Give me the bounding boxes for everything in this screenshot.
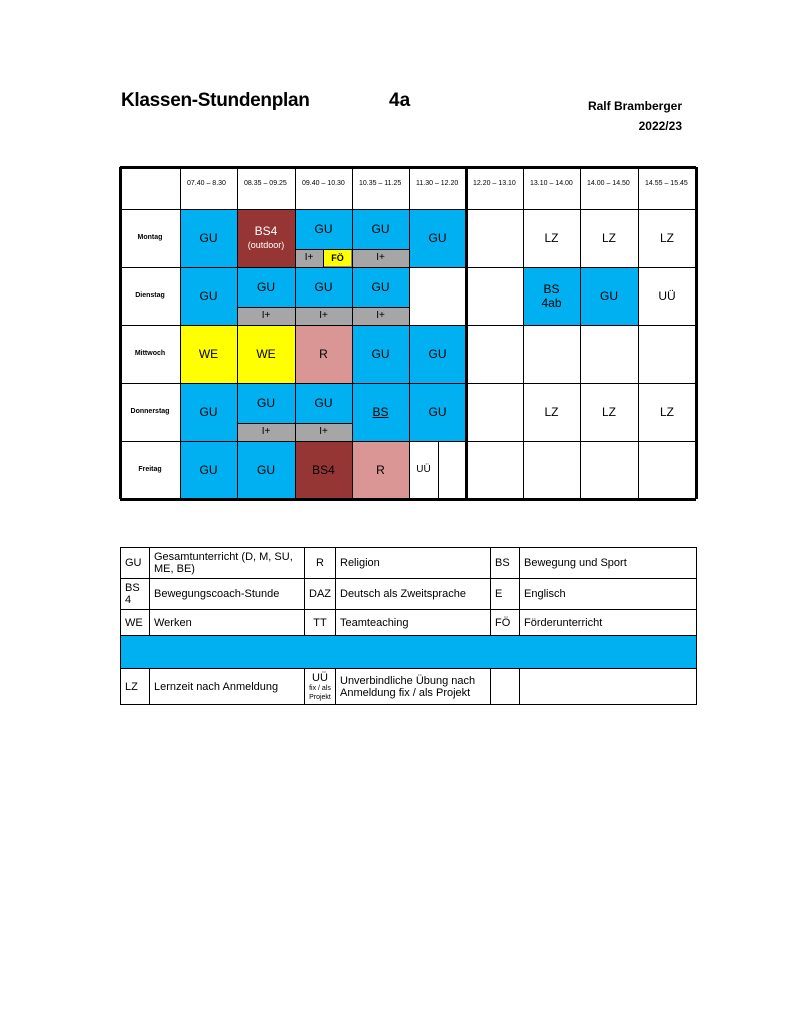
lesson-cell: GU [409, 383, 466, 441]
lesson-cell: UÜ [416, 464, 431, 475]
lesson-cell: LZ [544, 405, 559, 419]
time-3: 09.40 – 10.30 [302, 180, 345, 187]
lesson-cell: GU [295, 209, 352, 249]
lesson-cell: GU [580, 267, 638, 325]
grid-vline [409, 167, 410, 499]
lesson-split: FÖ [323, 249, 352, 267]
grid-vline [180, 167, 181, 499]
legend-key: WE [121, 610, 150, 636]
split-line [295, 307, 352, 308]
legend-desc [520, 669, 697, 705]
lesson-cell: LZ [601, 231, 616, 245]
legend-row [121, 669, 697, 705]
legend-desc: Lernzeit nach Anmeldung [150, 669, 305, 705]
time-1: 07.40 – 8.30 [187, 180, 226, 187]
legend-key: E [491, 579, 520, 610]
legend-key: UÜ [312, 671, 328, 684]
legend-desc: Deutsch als Zweitsprache [336, 579, 491, 610]
grid-hline [120, 383, 696, 384]
legend-row [121, 579, 697, 610]
day-montag: Montag [137, 234, 163, 241]
lesson-cell: GU [180, 209, 237, 267]
lesson-cell: GU [295, 383, 352, 423]
grid-vline [119, 167, 122, 499]
grid-vline [465, 167, 468, 499]
lesson-cell: GU [352, 325, 409, 383]
lesson-cell: LZ [659, 231, 674, 245]
legend-desc: Bewegungscoach-Stunde [150, 579, 305, 610]
lesson-cell: GU [409, 325, 466, 383]
lesson-cell: WE [237, 325, 295, 383]
lesson-cell: GU [352, 267, 409, 307]
lesson-cell: R [295, 325, 352, 383]
legend-desc: Religion [336, 548, 491, 579]
split-line [352, 249, 409, 250]
grid-vline [580, 167, 581, 499]
grid-vline [295, 167, 296, 499]
lesson-split: I+ [352, 307, 409, 325]
split-line [237, 307, 295, 308]
legend-key: GU [121, 548, 150, 579]
split-vline [323, 249, 324, 267]
day-freitag: Freitag [138, 466, 162, 473]
teacher-name: Ralf Bramberger [587, 99, 682, 113]
legend-key: BS [491, 548, 520, 579]
lesson-cell: UÜ [658, 289, 676, 303]
legend-key: TT [305, 610, 336, 636]
legend-key [491, 669, 520, 705]
class-name: 4a [389, 90, 411, 111]
lesson-cell: GU [180, 267, 237, 325]
legend-key: LZ [121, 669, 150, 705]
lesson-split: I+ [295, 307, 352, 325]
legend-desc: Teamteaching [336, 610, 491, 636]
lesson-label: BS4 [254, 224, 278, 238]
lesson-cell: GU [352, 209, 409, 249]
lesson-cell: LZ [544, 231, 559, 245]
lesson-cell: LZ [601, 405, 616, 419]
split-line [237, 423, 295, 424]
day-donnerstag: Donnerstag [130, 408, 170, 415]
lesson-cell: GU [237, 383, 295, 423]
legend-desc: Werken [150, 610, 305, 636]
lesson-cell: BS [352, 383, 409, 441]
legend-desc: Bewegung und Sport [520, 548, 697, 579]
time-8: 14.00 – 14.50 [587, 180, 630, 187]
legend-key-sub: fix / als Projekt [309, 684, 331, 701]
legend-key-uu [305, 669, 336, 705]
lesson-cell: GU [295, 267, 352, 307]
legend-key: FÖ [491, 610, 520, 636]
legend-color-row [121, 636, 697, 669]
legend-desc: Gesamtunterricht (D, M, SU, ME, BE) [150, 548, 305, 579]
lesson-cell: BS4 [295, 441, 352, 499]
legend-row [121, 548, 697, 579]
time-2: 08.35 – 09.25 [244, 180, 287, 187]
time-9: 14.55 – 15.45 [645, 180, 688, 187]
day-dienstag: Dienstag [135, 292, 165, 299]
grid-vline [695, 167, 698, 499]
split-line [352, 307, 409, 308]
lesson-cell [237, 209, 295, 267]
grid-hline [120, 267, 696, 268]
lesson-cell: WE [180, 325, 237, 383]
lesson-cell: GU [237, 441, 295, 499]
lesson-label: BS [543, 282, 560, 296]
grid-vline [523, 167, 524, 499]
split-line [295, 423, 352, 424]
page-title: Klassen-Stundenplan [121, 90, 310, 111]
split-vline [438, 441, 439, 499]
lesson-split: I+ [352, 249, 409, 267]
lesson-split: I+ [295, 249, 323, 267]
timetable [120, 167, 696, 499]
lesson-split: I+ [237, 307, 295, 325]
grid-hline [120, 498, 696, 501]
lesson-sublabel: (outdoor) [247, 240, 285, 250]
legend-table [120, 547, 697, 705]
time-4: 10.35 – 11.25 [359, 180, 402, 187]
grid-hline [120, 325, 696, 326]
grid-vline [638, 167, 639, 499]
lesson-split: I+ [237, 423, 295, 441]
time-7: 13.10 – 14.00 [530, 180, 573, 187]
lesson-sublabel: 4ab [541, 296, 562, 310]
legend-key: DAZ [305, 579, 336, 610]
grid-hline [120, 166, 696, 169]
grid-hline [120, 209, 696, 210]
legend-desc: Unverbindliche Übung nach Anmeldung fix / als Projekt [336, 669, 491, 705]
lesson-cell: LZ [659, 405, 674, 419]
legend-color-band [121, 636, 697, 669]
school-year: 2022/23 [638, 119, 682, 133]
legend-row [121, 610, 697, 636]
grid-hline [120, 441, 696, 442]
lesson-cell: R [352, 441, 409, 499]
day-mittwoch: Mittwoch [134, 350, 166, 357]
legend-key: R [305, 548, 336, 579]
legend-key: BS 4 [121, 579, 150, 610]
grid-vline [237, 167, 238, 499]
legend-desc: Englisch [520, 579, 697, 610]
time-6: 12.20 – 13.10 [473, 180, 516, 187]
lesson-cell: GU [180, 441, 237, 499]
lesson-cell: GU [180, 383, 237, 441]
lesson-cell [523, 267, 580, 325]
lesson-cell: GU [409, 209, 466, 267]
time-5: 11.30 – 12.20 [416, 180, 459, 187]
teacher-info [588, 96, 682, 136]
lesson-split: I+ [295, 423, 352, 441]
legend-desc: Förderunterricht [520, 610, 697, 636]
lesson-cell: GU [237, 267, 295, 307]
grid-vline [352, 167, 353, 499]
